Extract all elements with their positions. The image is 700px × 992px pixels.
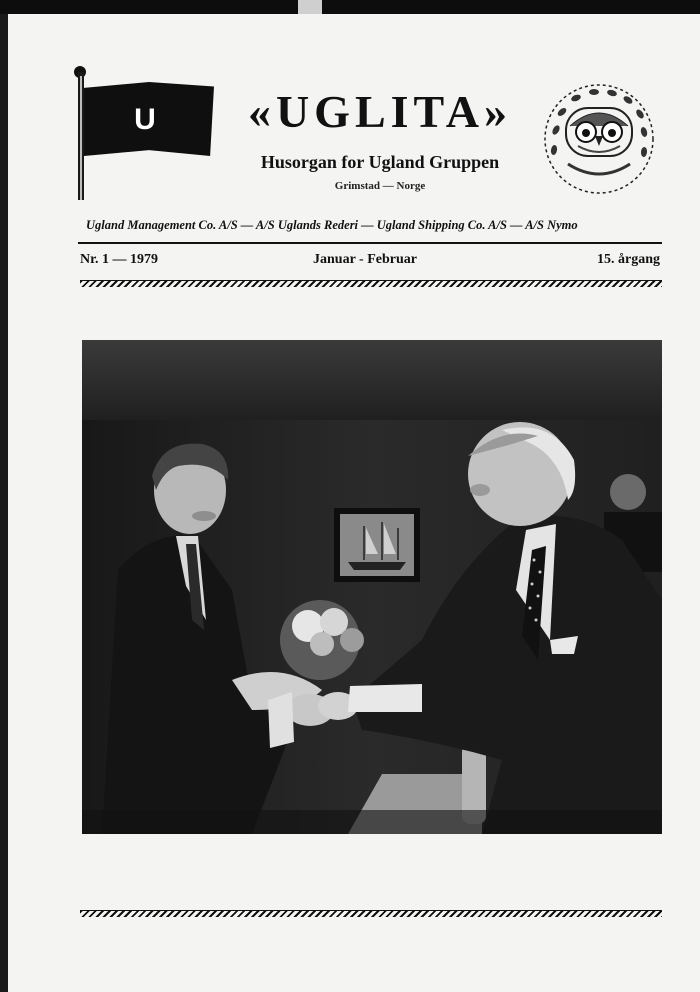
- owl-emblem-icon: [540, 80, 658, 198]
- scan-top-edge: [0, 0, 700, 14]
- issue-volume: 15. årgang: [597, 252, 660, 267]
- flag-letter: U: [134, 103, 156, 136]
- zigzag-divider-bottom: [80, 910, 662, 917]
- companies-line: Ugland Management Co. A/S — A/S Uglands Rederi — Ugland Shipping Co. A/S — A/S Nymo: [86, 218, 578, 232]
- magazine-subtitle: Husorgan for Ugland Gruppen: [260, 152, 500, 172]
- zigzag-divider-top: [80, 280, 662, 287]
- header-rule: [78, 242, 662, 244]
- scan-tear-mark: [298, 0, 322, 14]
- issue-period: Januar - Februar: [313, 252, 417, 267]
- magazine-title: «UGLITA»: [247, 86, 513, 137]
- issue-number: Nr. 1 — 1979: [80, 252, 159, 267]
- cover-photo-icon: [82, 340, 662, 834]
- flag-pole-highlight: [80, 76, 82, 200]
- magazine-location: Grimstad — Norge: [334, 180, 426, 192]
